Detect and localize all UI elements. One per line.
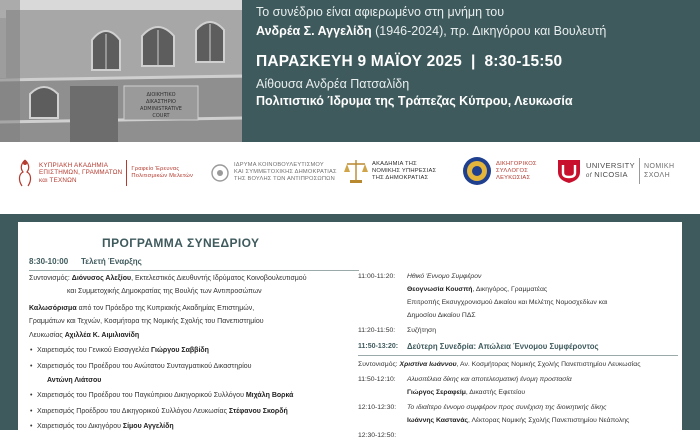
dedication-name: Ανδρέα Σ. Αγγελίδη [256, 24, 372, 38]
bar-line-2: ΣΥΛΛΟΓΟΣ [496, 167, 529, 174]
talk-2-speaker: Γιώργος Σεραφείμ [407, 388, 466, 396]
law-academy-line-3: ΤΗΣ ΔΗΜΟΚΡΑΤΙΑΣ [372, 174, 429, 181]
welcome-label: Καλωσόρισμα [29, 304, 77, 312]
bar-line-1: ΔΙΚΗΓΟΡΙΚΟΣ [496, 160, 537, 167]
sign-line-1: ΔΙΟΙΚΗΤΙΚΟ [146, 92, 176, 98]
sign-line-2: ΔΙΚΑΣΤΗΡΙΟ [146, 99, 176, 105]
academy-line-3: και ΤΕΧΝΩΝ [39, 176, 77, 184]
greeting-item [29, 389, 359, 403]
unic-line-1: UNIVERSITY [586, 161, 636, 170]
programme-left-column [29, 255, 359, 434]
academy-office-1: Γραφείο Έρευνας [131, 165, 180, 172]
session-2-chair-role: , Αν. Κοσμήτορας Νομικής Σχολής Πανεπιστημίου Λευκωσίας [456, 360, 641, 368]
talk-1-speaker: Θεογνωσία Κουσπή [407, 286, 473, 294]
unic-school-2: ΣΧΟΛΗ [644, 172, 671, 179]
talk-3-role: , Λέκτορας Νομικής Σχολής Πανεπιστημίου Νεάπολης [468, 416, 630, 424]
chair-role-1: , Εκτελεστικός Διευθυντής Ιδρύματος Κοινοβουλευτισμού [131, 274, 307, 282]
talk-1-title: Ηθικό Έννομο Συμφέρον [407, 273, 482, 280]
talk-4-time: 12:30-12:50: [358, 432, 397, 440]
logo-divider [126, 160, 127, 186]
programme-section [0, 214, 700, 440]
welcome-text-2: Γραμμάτων και Τεχνών, Κοσμήτορα της Νομικής Σχολής του Πανεπιστημίου [29, 318, 264, 326]
discussion-1 [358, 324, 678, 337]
logo-foundation [210, 162, 337, 183]
talk-1-time: 11:00-11:20: [358, 273, 396, 280]
discussion-1-label: Συζήτηση [407, 327, 437, 335]
event-datetime [256, 53, 696, 71]
unic-divider [639, 158, 640, 184]
greeting-text: Χαιρετισμός Προέδρου του Δικηγορικού Συλλόγου Λευκωσίας [37, 407, 229, 415]
greeting-name: Σίμου Αγγελίδη [122, 423, 174, 431]
logo-bar-association [462, 156, 537, 186]
academy-line-2: ΕΠΙΣΤΗΜΩΝ, ΓΡΑΜΜΑΤΩΝ [39, 169, 123, 177]
greeting-text: Χαιρετισμός του Δικηγόρου [37, 423, 123, 431]
discussion-1-time: 11:20-11:50: [358, 327, 396, 335]
academy-emblem-icon [14, 158, 36, 188]
talk-2-title: Αλυσιτέλεια δίκης και αποτελεσματική ένομη προστασία [407, 375, 572, 383]
talk-1-role-3: Δημοσίου Δικαίου ΠΔΣ [407, 312, 476, 320]
talk-2 [358, 373, 678, 386]
talk-1-speaker-row [358, 283, 678, 296]
foundation-line-2: ΚΑΙ ΣΥΜΜΕΤΟΧΙΚΗΣ ΔΗΜΟΚΡΑΤΙΑΣ [234, 169, 337, 175]
session-2-chair [358, 358, 678, 371]
programme-sheet [18, 222, 682, 442]
programme-right-column [358, 270, 678, 442]
foundation-line-3: ΤΗΣ ΒΟΥΛΗΣ ΤΩΝ ΑΝΤΙΠΡΟΣΩΠΩΝ [234, 176, 335, 182]
greeting-text: Χαιρετισμός του Γενικού Εισαγγελέα [37, 347, 152, 355]
law-academy-line-2: ΝΟΜΙΚΗΣ ΥΠΗΡΕΣΙΑΣ [372, 167, 437, 174]
building-illustration [0, 0, 242, 142]
greeting-text: Χαιρετισμός του Προέδρου του Παγκύπριου Δικηγορικού Συλλόγου [37, 392, 246, 400]
session-2-chair-name: Χριστίνα Ιωάννου [399, 360, 457, 368]
bar-line-3: ΛΕΥΚΩΣΙΑΣ [496, 174, 531, 181]
talk-3 [358, 401, 678, 414]
talk-1-role-1: , Δικηγόρος, Γραμματέας [472, 286, 548, 294]
welcome [29, 302, 359, 316]
scales-of-justice-icon [344, 158, 368, 184]
welcome-line-3 [29, 329, 359, 343]
hero-text [256, 0, 696, 108]
talk-2-time: 11:50-12:10: [358, 375, 396, 383]
logo-academy [14, 158, 193, 188]
talk-3-time: 12:10-12:30: [358, 403, 397, 411]
greeting-name: Γιώργου Σαββίδη [151, 347, 209, 355]
unic-shield-icon [556, 158, 582, 184]
dedication-rest: (1946-2024), πρ. Δικηγόρου και Βουλευτή [371, 24, 607, 38]
talk-1-role-2: Επιτροπής Εκσυγχρονισμού Δικαίου και Μελέτης Νομοσχεδίων και [407, 299, 608, 307]
greeting-item [29, 344, 359, 358]
opening-chair [29, 273, 359, 286]
dedication [256, 3, 696, 41]
logo-university-of-nicosia [556, 158, 674, 184]
programme-title: ΠΡΟΓΡΑΜΜΑ ΣΥΝΕΔΡΙΟΥ [102, 236, 260, 250]
session-2-time: 11:50-13:20: [358, 343, 399, 351]
court-building-photo [0, 0, 242, 142]
event-time: 8:30-15:50 [484, 53, 563, 70]
bar-association-seal-icon [462, 156, 492, 186]
chair-name: Διόνυσος Αλεξίου [71, 274, 132, 282]
talk-3-speaker: Ιωάννης Κασταvάς [407, 416, 469, 424]
academy-office-2: Πολιτισμικών Μελετών [131, 173, 194, 179]
foundation-line-1: ΙΔΡΥΜΑ ΚΟΙΝΟΒΟΥΛΕΥΤΙΣΜΟΥ [234, 162, 324, 168]
chair-role-2: και Συμμετοχικής Δημοκρατίας της Βουλής των Αντιπροσώπων [67, 288, 262, 296]
academy-line-1: ΚΥΠΡΙΑΚΗ ΑΚΑΔΗΜΙΑ [39, 161, 109, 169]
greeting-text: Χαιρετισμός του Προέδρου του Ανώτατου Συνταγματικού Δικαστηρίου [37, 363, 252, 371]
event-venue: Πολιτιστικό Ίδρυμα της Τράπεζας Κύπρου, Λευκωσία [256, 94, 573, 108]
unic-school-1: ΝΟΜΙΚΗ [644, 163, 675, 170]
greeting-name: Στέφανου Σκορδή [228, 407, 288, 415]
dedication-line-2 [256, 22, 696, 41]
session-2-header [358, 340, 678, 355]
unic-line-2-row [586, 170, 635, 181]
greeting-item [29, 420, 359, 434]
chair-label: Συντονισμός: [29, 274, 72, 282]
event-hall: Αίθουσα Ανδρέα Πατσαλίδη [256, 77, 410, 91]
sponsor-logos [0, 142, 700, 214]
logo-law-academy [344, 158, 436, 184]
opening-title: Τελετή Έναρξης [81, 257, 142, 266]
welcome-text-3: Λευκωσίας [29, 331, 65, 339]
welcome-name: Αχιλλέα Κ. Αιμιλιανίδη [64, 331, 140, 339]
unic-line-2: NICOSIA [594, 170, 628, 179]
greeting-name: Μιχάλη Βορκά [245, 392, 294, 400]
session-2-title: Δεύτερη Συνεδρία: Απώλεια Έννομου Συμφέροντος [407, 342, 599, 352]
law-academy-line-1: ΑΚΑΔΗΜΙΑ ΤΗΣ [372, 160, 417, 167]
sign-line-3: ADMINISTRATIVE [140, 106, 182, 112]
greeting-item [29, 405, 359, 419]
dedication-line-1: Το συνέδριο είναι αφιερωμένο στη μνήμη του [256, 5, 505, 19]
greeting-item [29, 360, 359, 374]
talk-2-role: , Δικαστής Εφετείου [465, 388, 526, 396]
opening-time: 8:30-10:00 [29, 257, 69, 266]
welcome-text-1: από τον Πρόεδρο της Κυπριακής Ακαδημίας Επιστημών, [76, 304, 255, 312]
greeting-name: Αντώνη Λιάτσου [47, 376, 102, 384]
sign-line-4: COURT [152, 113, 170, 119]
unic-of: of [586, 173, 592, 179]
talk-3-title: Το ιδιαίτερο έννομο συμφέρον προς συνέχιση της διοικητικής δίκης [407, 403, 607, 411]
opening-session-header [29, 255, 359, 271]
datetime-separator: | [470, 53, 476, 70]
session-2-chair-label: Συντονισμός: [358, 360, 400, 368]
foundation-emblem-icon [210, 163, 230, 183]
event-date: ΠΑΡΑΣΚΕΥΗ 9 ΜΑΪΟΥ 2025 [256, 53, 462, 70]
talk-1 [358, 270, 678, 283]
hero-banner [0, 0, 700, 142]
talk-4 [358, 429, 678, 442]
